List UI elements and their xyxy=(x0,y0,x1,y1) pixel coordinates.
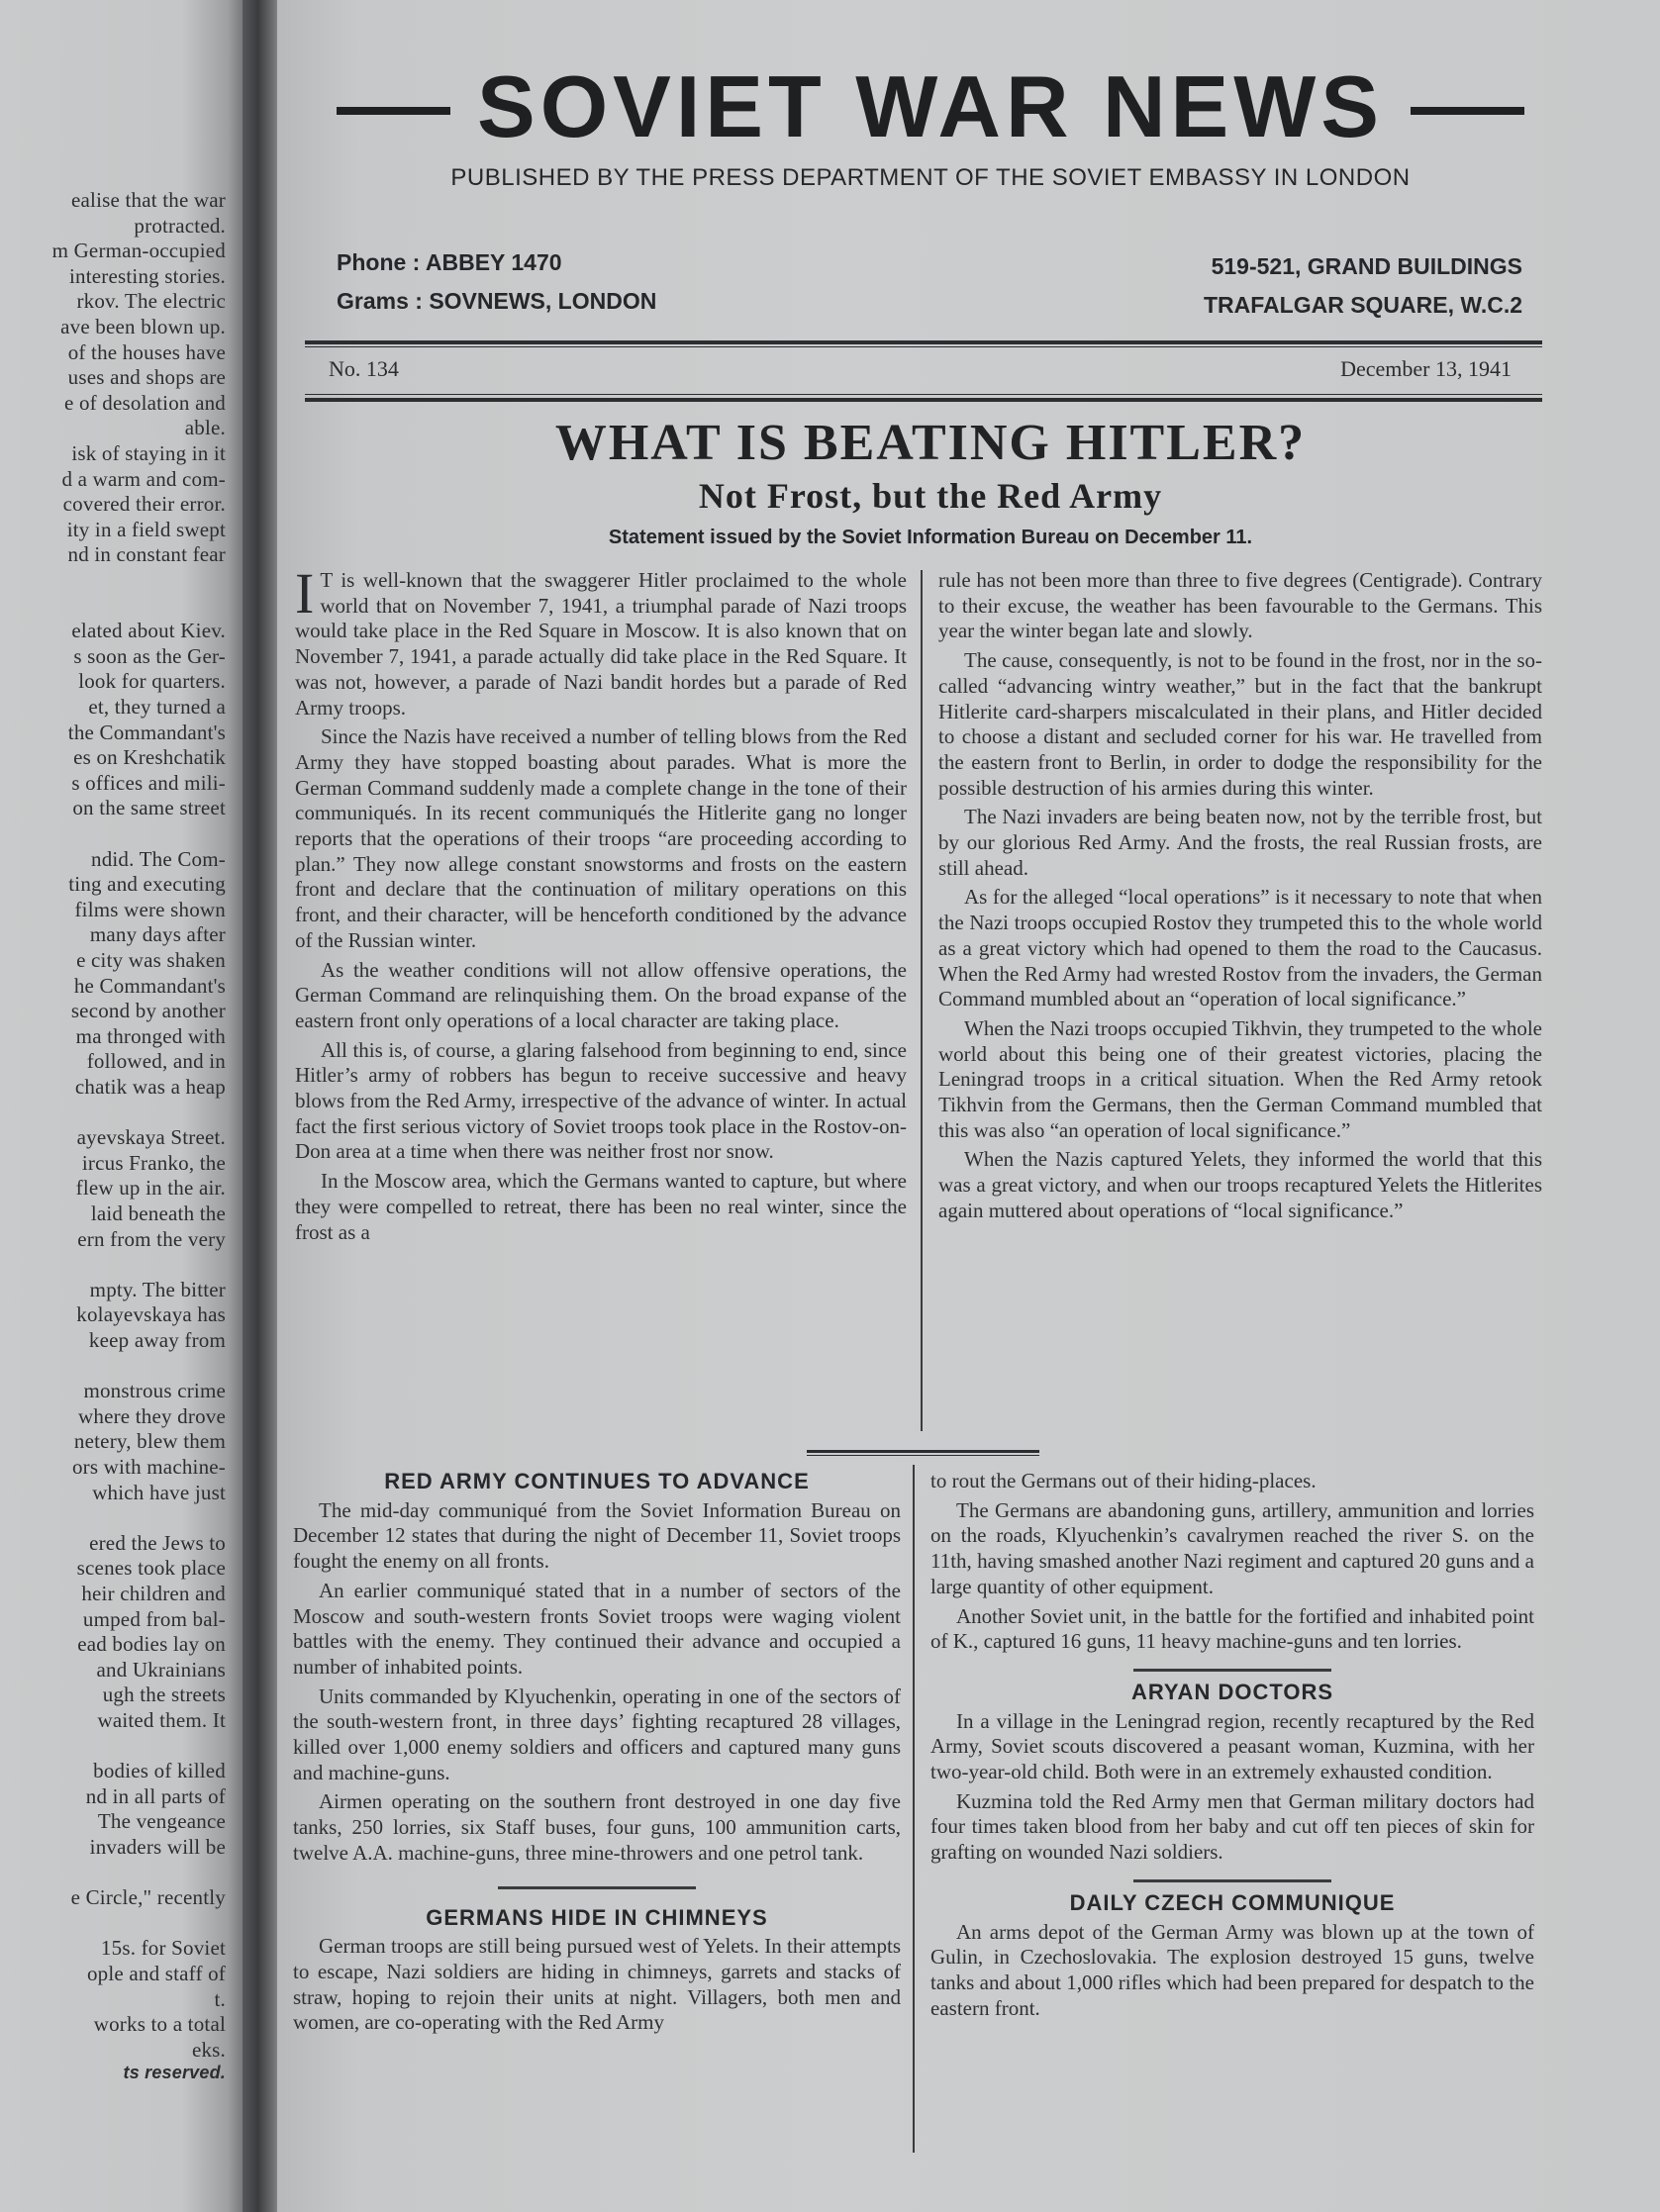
column-divider xyxy=(913,1465,915,2153)
address-line-2: TRAFALGAR SQUARE, W.C.2 xyxy=(1203,292,1522,318)
lead-paragraph: As for the alleged “local operations” is it necessary to note that when the Nazi troops occupied Rostov they trumpeted this to the whole world as a great victory which had opened to them the road to the Caucasus. When the Red Army had wrested Rostov from the invaders, the German Command mumbled about an “operation of local significance.” xyxy=(938,885,1542,1011)
phone-value: ABBEY 1470 xyxy=(425,249,562,275)
column-divider xyxy=(921,570,923,1431)
left-page-text-line: ealise that the war xyxy=(71,188,226,212)
lead-column-right xyxy=(938,568,1542,1228)
left-page-text-line: of the houses have xyxy=(67,339,226,364)
left-page-text-line: m German-occupied xyxy=(51,239,226,263)
left-page-text-line: covered their error. xyxy=(62,492,226,517)
left-page-text-line: elated about Kiev. xyxy=(71,619,226,643)
left-page-text-line: waited them. It xyxy=(97,1708,226,1732)
chimneys-heading: GERMANS HIDE IN CHIMNEYS xyxy=(426,1904,768,1930)
left-page-text-line: bodies of killed xyxy=(93,1759,226,1783)
left-page-text-line: mpty. The bitter xyxy=(89,1277,226,1301)
left-page-text-line: umped from bal- xyxy=(82,1606,226,1631)
lower-column-left xyxy=(293,1469,901,2040)
masthead-rule-top-thin xyxy=(305,346,1542,347)
phone-label: Phone : xyxy=(337,249,421,275)
left-page-text-line: protracted. xyxy=(134,213,226,238)
advance-paragraph: Units commanded by Klyuchenkin, operating in one of the sectors of the south-western front, in three days’ fighting recaptured 28 villages, killed over 1,000 enemy soldiers and officers and captured many guns and machine-guns. xyxy=(293,1683,901,1784)
left-page-text-line: where they drove xyxy=(78,1403,226,1428)
masthead-rule-right xyxy=(1411,107,1524,115)
advance-paragraph: The mid-day communiqué from the Soviet Information Bureau on December 12 states that during the night of December 11, Soviet troops fought the enemy on all fronts. xyxy=(293,1497,901,1574)
left-page-text-line: The vengeance xyxy=(97,1809,226,1834)
grams-value: SOVNEWS, LONDON xyxy=(429,288,657,314)
lead-subhead: Not Frost, but the Red Army xyxy=(698,476,1163,516)
left-page-text-line: he Commandant's xyxy=(73,973,226,998)
left-page-text-line: ting and executing xyxy=(68,872,226,897)
left-page-text-line: interesting stories. xyxy=(69,263,226,288)
section-rule xyxy=(807,1450,1039,1453)
advance-paragraph: Airmen operating on the southern front destroyed in one day five tanks, 250 lorries, six Staff buses, four guns, 100 ammunition carts, twelve A.A. machine-guns, three mine-throwers and one petrol tank. xyxy=(293,1789,901,1865)
left-page-text-line: s soon as the Ger- xyxy=(73,643,226,668)
masthead xyxy=(337,57,1524,156)
lead-paragraph: In the Moscow area, which the Germans wanted to capture, but where they were compelled to retreat, there has been no real winter, since the frost as a xyxy=(295,1169,907,1244)
lead-paragraph-text: T is well-known that the swaggerer Hitler proclaimed to the whole world that on November 7, 1941, a triumphal parade of Nazi troops would take place in the Red Square in Moscow. It is also known that on November 7, 1941, a parade actually did take place in the Red Square. It was not, however, a parade of Nazi bandit hordes but a parade of Red Army troops. xyxy=(295,568,907,720)
left-page-text-line: ern from the very xyxy=(77,1226,226,1251)
advance-continued: The Germans are abandoning guns, artillery, ammunition and lorries on the roads, Klyuchenkin’s cavalrymen reached the river S. on the 11th, having smashed another Nazi regiment and captured 20 guns and a large quantity of other equipment. xyxy=(930,1497,1534,1598)
aryan-paragraph: Kuzmina told the Red Army men that German military doctors had four times taken blood from her baby and cut off ten pieces of skin for grafting on wounded Nazi soldiers. xyxy=(930,1788,1534,1865)
left-page-text-line: scenes took place xyxy=(76,1556,226,1581)
left-page-text-line: ave been blown up. xyxy=(60,315,226,338)
left-page-text-line: t. xyxy=(214,1986,226,2011)
left-page-text-line: nd in all parts of xyxy=(85,1783,226,1808)
left-page-text-line: ircus Franko, the xyxy=(81,1150,226,1175)
advance-paragraph: An earlier communiqué stated that in a number of sectors of the Moscow and south-western fronts Soviet troops were waging violent battles with the enemy. They continued their advance and occupied a number of inhabited points. xyxy=(293,1578,901,1679)
left-page-text-line: e Circle," recently xyxy=(70,1885,226,1910)
left-page-text-line: ma thronged with xyxy=(75,1023,226,1048)
left-page-text-line: films were shown xyxy=(74,897,226,921)
left-page-text-line: ered the Jews to xyxy=(89,1530,226,1555)
left-page-text-line: able. xyxy=(184,416,226,440)
left-page-text-line: look for quarters. xyxy=(78,669,226,694)
left-page-text-line: ity in a field swept xyxy=(66,517,226,541)
left-page-text-line: 15s. for Soviet xyxy=(100,1936,226,1961)
left-page-text-line: uses and shops are xyxy=(67,365,226,390)
left-page-text-line: and Ukrainians xyxy=(96,1657,226,1682)
lead-paragraph: Since the Nazis have received a number of telling blows from the Red Army they have stopped boasting about parades. What is more the German Command suddenly made a complete change in the tone of their communiqués. In its recent communiqués the Hitlerite gang no longer reports that the operations of their troops “are proceeding according to plan.” They now allege constant snowstorms and frosts on the eastern front and declare that the continuation of military operations on this front, and their character, will be henceforth conditioned by the advance of the Russian winter. xyxy=(295,724,907,952)
lead-headline: WHAT IS BEATING HITLER? xyxy=(554,415,1307,471)
left-page-text-line: many days after xyxy=(89,922,226,947)
left-page-text-line: which have just xyxy=(92,1480,226,1504)
left-page-text-line: ead bodies lay on xyxy=(77,1632,226,1657)
left-page-text-line: chatik was a heap xyxy=(74,1075,226,1099)
lead-paragraph: The cause, consequently, is not to be found in the frost, nor in the so-called “advancing wintry weather,” but in the fact that the bankrupt Hitlerite card-sharpers miscalculated in their plans, and Hitler decided to choose a distant and secluded corner for his war. He travelled from the eastern front to Berlin, in order to dodge the responsibility for the possible destruction of his armies during this winter. xyxy=(938,648,1542,800)
lead-paragraph: The Nazi invaders are being beaten now, not by the terrible frost, but by our glorious Red Army. And the frosts, the real Russian frosts, are still ahead. xyxy=(938,805,1542,880)
left-page-text-line: keep away from xyxy=(88,1328,226,1352)
left-page-text-line: laid beneath the xyxy=(90,1202,226,1225)
masthead-rule-bottom xyxy=(305,398,1542,402)
left-page-text-line: e city was shaken xyxy=(76,948,226,972)
left-page-text-line: heir children and xyxy=(81,1582,226,1605)
lead-paragraph xyxy=(295,561,907,721)
lead-paragraph: All this is, of course, a glaring falsehood from beginning to end, since Hitler’s army of robbers has begun to receive successive and heavy blows from the Red Army, irrespective of the advance of winter. In actual fact the first serious victory of Soviet troops took place in the Rostov-on-Don area at a time when there was neither frost nor snow. xyxy=(295,1037,907,1164)
left-page-text-line: et, they turned a xyxy=(88,695,226,719)
advance-continued: to rout the Germans out of their hiding-places. xyxy=(930,1469,1317,1492)
advance-heading: RED ARMY CONTINUES TO ADVANCE xyxy=(384,1469,810,1493)
left-page-text-line: ople and staff of xyxy=(86,1962,226,1985)
left-page-text-line: ors with machine- xyxy=(71,1455,226,1479)
grams-label: Grams : xyxy=(337,288,423,314)
issue-date: December 13, 1941 xyxy=(1340,356,1512,381)
left-page-text-line: second by another xyxy=(70,999,226,1023)
left-page-text-line: ugh the streets xyxy=(102,1683,226,1707)
left-page-text-line: e of desolation and xyxy=(63,390,226,415)
publisher-line: PUBLISHED BY THE PRESS DEPARTMENT OF THE SOVIET EMBASSY IN LONDON xyxy=(450,164,1411,191)
left-page-text-line: kolayevskaya has xyxy=(76,1302,226,1327)
drop-cap: I xyxy=(295,561,315,625)
left-page-text-line: netery, blew them xyxy=(73,1429,226,1454)
left-page-text-line: ndid. The Com- xyxy=(91,846,226,871)
chimneys-paragraph: German troops are still being pursued west of Yelets. In their attempts to escape, Nazi soldiers are hiding in chimneys, garrets and stacks of straw, hoping to rejoin their units at night. Villagers, both men and women, are co-operating with the Red Army xyxy=(293,1934,901,2035)
masthead-rule-top xyxy=(305,340,1542,344)
left-page-text-line: es on Kreshchatik xyxy=(73,745,226,770)
contact-left xyxy=(337,243,656,321)
section-rule-thin xyxy=(807,1455,1039,1456)
advance-continued: Another Soviet unit, in the battle for the fortified and inhabited point of K., captured 16 guns, 11 heavy machine-guns and ten lorries. xyxy=(930,1603,1534,1654)
lead-column-left xyxy=(295,561,907,1249)
left-page-text-line: works to a total xyxy=(93,2012,226,2037)
left-page-text-line: ayevskaya Street. xyxy=(76,1125,226,1150)
left-page-text-line: nd in constant fear xyxy=(67,542,226,567)
left-page-text-line: flew up in the air. xyxy=(75,1176,226,1201)
left-page-text-line: monstrous crime xyxy=(83,1379,226,1403)
lead-paragraph: When the Nazis captured Yelets, they informed the world that this was a great victory, and when our troops recaptured Yelets the Hitlerites again muttered about operations of “local significance.” xyxy=(938,1147,1542,1222)
left-page-text-line: eks. xyxy=(191,2037,226,2062)
lead-paragraph: When the Nazi troops occupied Tikhvin, they trumpeted to the whole world about this being one of their greatest victories, placing the Leningrad troops in a critical situation. When the Red Army retook Tikhvin from the Germans, then the German Command mumbled that this was also “an operation of local significance.” xyxy=(938,1015,1542,1142)
address-line-1: 519-521, GRAND BUILDINGS xyxy=(1211,253,1522,279)
lead-paragraph: rule has not been more than three to five degrees (Centigrade). Contrary to their excuse, the weather has been favourable to the Germans. This year the winter began late and slowly. xyxy=(938,568,1542,643)
left-page-text-line: s offices and mili- xyxy=(71,770,226,795)
lead-paragraph: As the weather conditions will not allow offensive operations, the German Command are relinquishing them. On the broad expanse of the eastern front only operations of a local character are taking place. xyxy=(295,957,907,1032)
left-page-text-line: followed, and in xyxy=(86,1049,226,1074)
lower-column-right xyxy=(930,1469,1534,2025)
masthead-rule-bottom-thin xyxy=(305,394,1542,395)
aryan-paragraph: In a village in the Leningrad region, recently recaptured by the Red Army, Soviet scouts discovered a peasant woman, Kuzmina, with her two-year-old child. Both were in an extremely exhausted condition. xyxy=(930,1708,1534,1784)
lead-statement: Statement issued by the Soviet Information Bureau on December 11. xyxy=(608,527,1253,548)
masthead-title: SOVIET WAR NEWS xyxy=(477,57,1384,155)
left-page-text-line: invaders will be xyxy=(89,1835,226,1859)
aryan-heading: ARYAN DOCTORS xyxy=(1130,1679,1334,1704)
left-page-text-line: isk of staying in it xyxy=(71,441,226,465)
czech-paragraph: An arms depot of the German Army was blown up at the town of Gulin, in Czechoslovakia. The explosion destroyed 15 guns, twelve tanks and about 1,000 rifles which had been prepared for despatch to the eastern front. xyxy=(930,1919,1534,2020)
previous-page-edge xyxy=(0,0,259,2212)
left-page-text-line: d a warm and com- xyxy=(61,466,226,491)
left-page-text-line: ts reserved. xyxy=(123,2063,226,2083)
contact-right xyxy=(1204,247,1522,325)
left-page-text-line: on the same street xyxy=(72,796,226,820)
left-page-text-line: rkov. The electric xyxy=(76,289,226,314)
left-page-text-line: the Commandant's xyxy=(67,720,226,744)
czech-heading: DAILY CZECH COMMUNIQUE xyxy=(1069,1889,1396,1915)
issue-number: No. 134 xyxy=(329,356,399,381)
